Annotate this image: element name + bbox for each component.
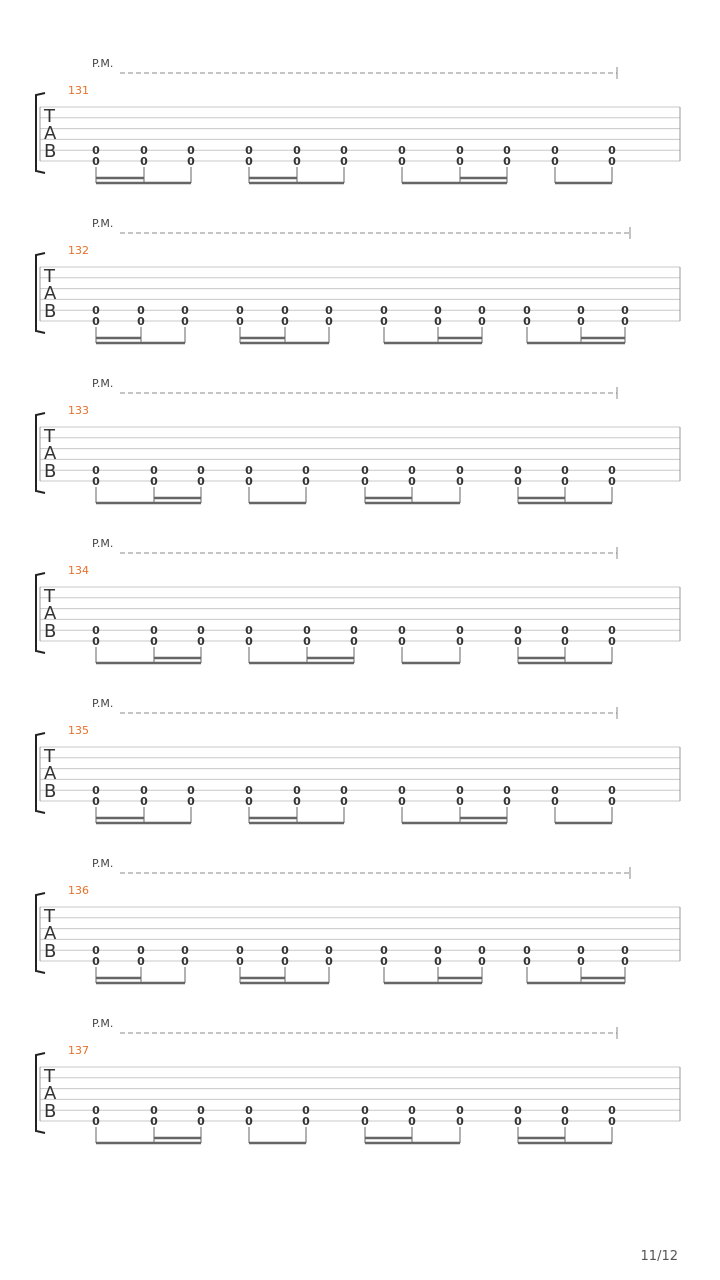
fret-number: 0 — [236, 944, 244, 958]
fret-number: 0 — [456, 144, 464, 158]
fret-number: 0 — [561, 624, 569, 638]
measure-number: 131 — [68, 84, 89, 97]
fret-number: 0 — [303, 635, 311, 648]
fret-number: 0 — [302, 475, 310, 488]
fret-number: 0 — [608, 635, 616, 648]
fret-number: 0 — [621, 955, 629, 968]
fret-number: 0 — [434, 315, 442, 328]
palm-mute-label: P.M. — [92, 217, 114, 230]
fret-number: 0 — [608, 475, 616, 488]
measure-number: 133 — [68, 404, 89, 417]
fret-number: 0 — [408, 475, 416, 488]
fret-number: 0 — [92, 795, 100, 808]
fret-number: 0 — [608, 1115, 616, 1128]
fret-number: 0 — [150, 624, 158, 638]
fret-number: 0 — [197, 1104, 205, 1118]
fret-number: 0 — [398, 155, 406, 168]
fret-number: 0 — [92, 475, 100, 488]
fret-number: 0 — [551, 795, 559, 808]
fret-number: 0 — [187, 155, 195, 168]
page-number: 11/12 — [640, 1249, 678, 1264]
fret-number: 0 — [398, 635, 406, 648]
fret-number: 0 — [245, 784, 253, 798]
fret-number: 0 — [281, 315, 289, 328]
fret-number: 0 — [456, 784, 464, 798]
tab-clef-letter: T — [44, 906, 55, 927]
fret-number: 0 — [92, 944, 100, 958]
fret-number: 0 — [398, 784, 406, 798]
fret-number: 0 — [92, 624, 100, 638]
fret-number: 0 — [293, 155, 301, 168]
fret-number: 0 — [523, 315, 531, 328]
fret-number: 0 — [380, 315, 388, 328]
fret-number: 0 — [577, 304, 585, 318]
fret-number: 0 — [523, 955, 531, 968]
tab-clef-letter: B — [44, 781, 57, 802]
tab-clef-letter: B — [44, 1101, 57, 1122]
fret-number: 0 — [92, 315, 100, 328]
fret-number: 0 — [150, 475, 158, 488]
fret-number: 0 — [380, 955, 388, 968]
fret-number: 0 — [350, 635, 358, 648]
fret-number: 0 — [456, 475, 464, 488]
fret-number: 0 — [140, 784, 148, 798]
fret-number: 0 — [503, 155, 511, 168]
fret-number: 0 — [137, 315, 145, 328]
fret-number: 0 — [245, 795, 253, 808]
fret-number: 0 — [551, 155, 559, 168]
fret-number: 0 — [92, 1104, 100, 1118]
fret-number: 0 — [434, 944, 442, 958]
fret-number: 0 — [293, 795, 301, 808]
fret-number: 0 — [608, 795, 616, 808]
fret-number: 0 — [503, 144, 511, 158]
measure-number: 132 — [68, 244, 89, 257]
palm-mute-label: P.M. — [92, 697, 114, 710]
fret-number: 0 — [621, 944, 629, 958]
fret-number: 0 — [140, 144, 148, 158]
palm-mute-label: P.M. — [92, 1017, 114, 1030]
fret-number: 0 — [245, 635, 253, 648]
fret-number: 0 — [140, 155, 148, 168]
fret-number: 0 — [245, 475, 253, 488]
fret-number: 0 — [245, 464, 253, 478]
fret-number: 0 — [197, 1115, 205, 1128]
fret-number: 0 — [140, 795, 148, 808]
fret-number: 0 — [150, 1104, 158, 1118]
fret-number: 0 — [523, 944, 531, 958]
fret-number: 0 — [340, 784, 348, 798]
fret-number: 0 — [293, 144, 301, 158]
palm-mute-label: P.M. — [92, 857, 114, 870]
fret-number: 0 — [408, 1115, 416, 1128]
fret-number: 0 — [551, 784, 559, 798]
fret-number: 0 — [456, 624, 464, 638]
fret-number: 0 — [456, 1115, 464, 1128]
tab-clef-letter: A — [44, 923, 57, 944]
fret-number: 0 — [92, 955, 100, 968]
fret-number: 0 — [197, 475, 205, 488]
tab-clef-letter: B — [44, 621, 57, 642]
measure-number: 136 — [68, 884, 89, 897]
fret-number: 0 — [187, 795, 195, 808]
fret-number: 0 — [281, 955, 289, 968]
fret-number: 0 — [92, 304, 100, 318]
fret-number: 0 — [561, 475, 569, 488]
fret-number: 0 — [302, 464, 310, 478]
fret-number: 0 — [514, 624, 522, 638]
fret-number: 0 — [197, 635, 205, 648]
fret-number: 0 — [325, 944, 333, 958]
fret-number: 0 — [137, 944, 145, 958]
measure-number: 135 — [68, 724, 89, 737]
fret-number: 0 — [302, 1115, 310, 1128]
fret-number: 0 — [408, 1104, 416, 1118]
fret-number: 0 — [236, 304, 244, 318]
fret-number: 0 — [92, 464, 100, 478]
fret-number: 0 — [197, 464, 205, 478]
fret-number: 0 — [561, 464, 569, 478]
fret-number: 0 — [245, 1104, 253, 1118]
fret-number: 0 — [187, 784, 195, 798]
fret-number: 0 — [514, 1115, 522, 1128]
fret-number: 0 — [398, 624, 406, 638]
fret-number: 0 — [92, 1115, 100, 1128]
fret-number: 0 — [408, 464, 416, 478]
fret-number: 0 — [245, 155, 253, 168]
measure-number: 134 — [68, 564, 89, 577]
fret-number: 0 — [503, 795, 511, 808]
fret-number: 0 — [361, 464, 369, 478]
tab-clef-letter: B — [44, 141, 57, 162]
fret-number: 0 — [187, 144, 195, 158]
tab-clef-letter: B — [44, 301, 57, 322]
tab-clef-letter: B — [44, 461, 57, 482]
tab-clef-letter: T — [44, 106, 55, 127]
fret-number: 0 — [325, 315, 333, 328]
fret-number: 0 — [561, 1115, 569, 1128]
fret-number: 0 — [503, 784, 511, 798]
fret-number: 0 — [92, 784, 100, 798]
fret-number: 0 — [281, 304, 289, 318]
fret-number: 0 — [350, 624, 358, 638]
fret-number: 0 — [245, 144, 253, 158]
palm-mute-label: P.M. — [92, 537, 114, 550]
fret-number: 0 — [551, 144, 559, 158]
tab-clef-letter: T — [44, 746, 55, 767]
fret-number: 0 — [380, 304, 388, 318]
fret-number: 0 — [608, 155, 616, 168]
fret-number: 0 — [137, 955, 145, 968]
fret-number: 0 — [181, 315, 189, 328]
fret-number: 0 — [181, 304, 189, 318]
fret-number: 0 — [608, 624, 616, 638]
fret-number: 0 — [456, 155, 464, 168]
measure-number: 137 — [68, 1044, 89, 1057]
fret-number: 0 — [514, 1104, 522, 1118]
fret-number: 0 — [456, 1104, 464, 1118]
tab-clef-letter: T — [44, 426, 55, 447]
fret-number: 0 — [456, 795, 464, 808]
tab-clef-letter: A — [44, 443, 57, 464]
tab-clef-letter: T — [44, 1066, 55, 1087]
fret-number: 0 — [245, 624, 253, 638]
fret-number: 0 — [577, 315, 585, 328]
fret-number: 0 — [608, 1104, 616, 1118]
fret-number: 0 — [181, 944, 189, 958]
fret-number: 0 — [514, 635, 522, 648]
fret-number: 0 — [478, 304, 486, 318]
palm-mute-label: P.M. — [92, 57, 114, 70]
fret-number: 0 — [340, 144, 348, 158]
fret-number: 0 — [303, 624, 311, 638]
tab-clef-letter: A — [44, 1083, 57, 1104]
fret-number: 0 — [398, 144, 406, 158]
fret-number: 0 — [150, 635, 158, 648]
fret-number: 0 — [361, 475, 369, 488]
fret-number: 0 — [523, 304, 531, 318]
fret-number: 0 — [181, 955, 189, 968]
tab-clef-letter: B — [44, 941, 57, 962]
fret-number: 0 — [577, 955, 585, 968]
fret-number: 0 — [577, 944, 585, 958]
fret-number: 0 — [150, 464, 158, 478]
fret-number: 0 — [478, 944, 486, 958]
fret-number: 0 — [293, 784, 301, 798]
fret-number: 0 — [434, 955, 442, 968]
fret-number: 0 — [92, 144, 100, 158]
fret-number: 0 — [340, 155, 348, 168]
fret-number: 0 — [361, 1104, 369, 1118]
tab-clef-letter: A — [44, 763, 57, 784]
fret-number: 0 — [478, 955, 486, 968]
fret-number: 0 — [281, 944, 289, 958]
tab-clef-letter: A — [44, 603, 57, 624]
fret-number: 0 — [514, 475, 522, 488]
fret-number: 0 — [478, 315, 486, 328]
fret-number: 0 — [380, 944, 388, 958]
fret-number: 0 — [608, 144, 616, 158]
fret-number: 0 — [236, 315, 244, 328]
fret-number: 0 — [197, 624, 205, 638]
fret-number: 0 — [608, 464, 616, 478]
fret-number: 0 — [514, 464, 522, 478]
fret-number: 0 — [150, 1115, 158, 1128]
fret-number: 0 — [434, 304, 442, 318]
fret-number: 0 — [325, 955, 333, 968]
fret-number: 0 — [456, 635, 464, 648]
fret-number: 0 — [561, 1104, 569, 1118]
fret-number: 0 — [92, 155, 100, 168]
tab-clef-letter: T — [44, 586, 55, 607]
fret-number: 0 — [456, 464, 464, 478]
fret-number: 0 — [398, 795, 406, 808]
fret-number: 0 — [137, 304, 145, 318]
fret-number: 0 — [561, 635, 569, 648]
tab-clef-letter: A — [44, 283, 57, 304]
tab-clef-letter: T — [44, 266, 55, 287]
fret-number: 0 — [325, 304, 333, 318]
fret-number: 0 — [236, 955, 244, 968]
tab-clef-letter: A — [44, 123, 57, 144]
fret-number: 0 — [621, 315, 629, 328]
fret-number: 0 — [92, 635, 100, 648]
fret-number: 0 — [340, 795, 348, 808]
palm-mute-label: P.M. — [92, 377, 114, 390]
fret-number: 0 — [608, 784, 616, 798]
fret-number: 0 — [361, 1115, 369, 1128]
fret-number: 0 — [621, 304, 629, 318]
fret-number: 0 — [245, 1115, 253, 1128]
fret-number: 0 — [302, 1104, 310, 1118]
